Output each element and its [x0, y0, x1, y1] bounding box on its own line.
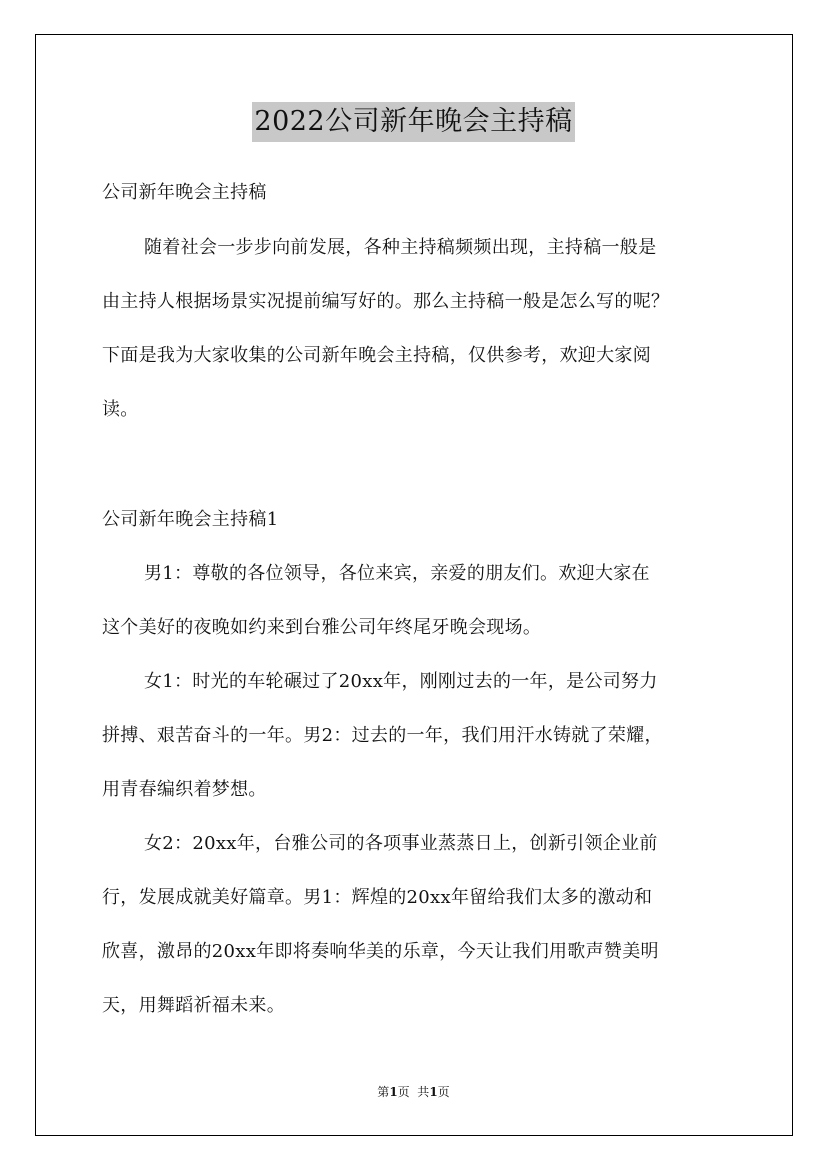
body-line: 天，用舞蹈祈福未来。 [102, 995, 285, 1016]
intro-line-2: 由主持人根据场景实况提前编写好的。那么主持稿一般是怎么写的呢？ [102, 291, 670, 312]
body-line: 欣喜，激昂的20xx年即将奏响华美的乐章，今天让我们用歌声赞美明 [102, 941, 659, 962]
body-line: 用青春编织着梦想。 [102, 779, 267, 800]
page-prefix: 第 [377, 1085, 390, 1099]
body-line: 这个美好的夜晚如约来到台雅公司年终尾牙晚会现场。 [102, 617, 542, 638]
body-line: 行，发展成就美好篇章。男1：辉煌的20xx年留给我们太多的激动和 [102, 887, 653, 908]
section-heading: 公司新年晚会主持稿1 [102, 509, 279, 530]
body-line: 女1：时光的车轮碾过了20xx年，刚刚过去的一年，是公司努力 [144, 671, 658, 692]
body-line: 男1：尊敬的各位领导，各位来宾，亲爱的朋友们。欢迎大家在 [144, 563, 650, 584]
subtitle: 公司新年晚会主持稿 [102, 182, 267, 203]
page-footer [0, 1084, 827, 1100]
body-line: 拼搏、艰苦奋斗的一年。男2：过去的一年，我们用汗水铸就了荣耀， [102, 725, 663, 746]
intro-line-4: 读。 [102, 399, 139, 420]
page-number: 1 [389, 1085, 398, 1099]
document-title: 2022公司新年晚会主持稿 [252, 102, 574, 142]
title-container [0, 102, 827, 142]
page-mid: 页 共 [397, 1085, 430, 1099]
page-total: 1 [429, 1085, 438, 1099]
page-suffix: 页 [437, 1085, 450, 1099]
body-line: 女2：20xx年，台雅公司的各项事业蒸蒸日上，创新引领企业前 [144, 833, 658, 854]
intro-line-3: 下面是我为大家收集的公司新年晚会主持稿，仅供参考，欢迎大家阅 [102, 345, 651, 366]
intro-line-1: 随着社会一步步向前发展，各种主持稿频频出现，主持稿一般是 [144, 237, 657, 258]
